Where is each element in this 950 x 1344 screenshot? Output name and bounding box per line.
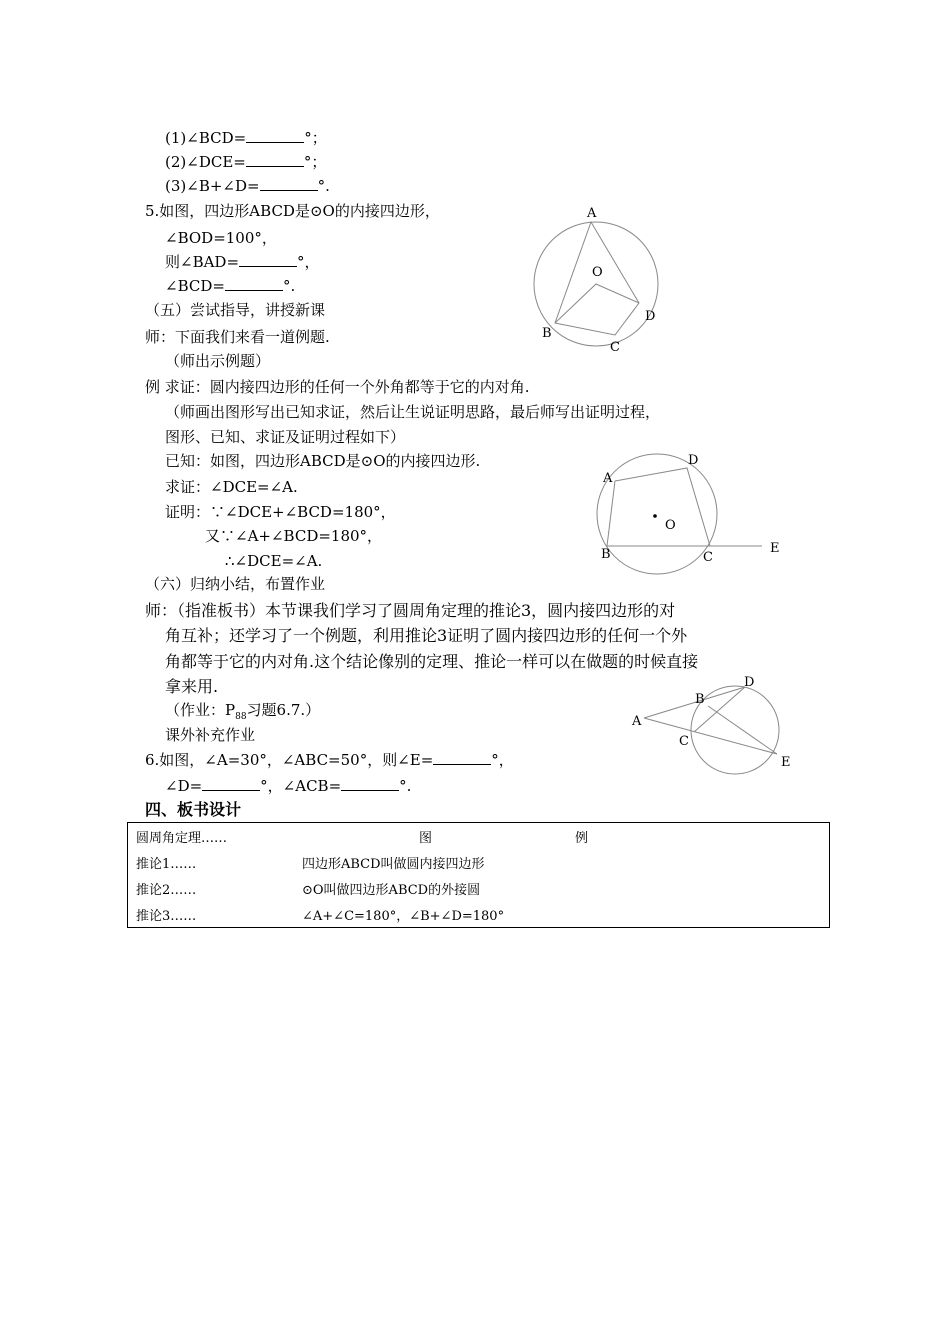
label-O: O <box>665 518 676 533</box>
table-cell: ∠A+∠C=180°，∠B+∠D=180° <box>302 908 505 924</box>
table-cell: 图 <box>419 830 433 846</box>
summary-line3: 角都等于它的内对角.这个结论像别的定理、推论一样可以在做题的时候直接 <box>165 652 699 671</box>
summary-line4: 拿来用. <box>165 677 219 696</box>
answer-blank[interactable] <box>246 152 304 167</box>
table-cell: 例 <box>575 830 589 846</box>
answer-blank[interactable] <box>239 252 297 267</box>
center-dot <box>653 514 657 518</box>
q6-line1: 6.如图，∠A=30°，∠ABC=50°，则∠E= °， <box>145 751 514 769</box>
q5-line3: 则∠BAD= °， <box>165 253 320 271</box>
label-B: B <box>601 547 611 562</box>
section5-teacher: 师：下面我们来看一道例题. <box>145 328 330 346</box>
q5-line2: ∠BOD=100°， <box>165 229 277 247</box>
chord-b-e <box>708 706 777 754</box>
q5-line4: ∠BCD= °. <box>165 277 296 295</box>
answer-blank[interactable] <box>202 776 260 791</box>
label-A: A <box>632 714 642 729</box>
answer-blank[interactable] <box>246 128 304 143</box>
secant-a-e <box>644 718 777 754</box>
label-O: O <box>592 265 603 280</box>
answer-blank[interactable] <box>433 750 491 765</box>
table-cell: 四边形ABCD叫做圆内接四边形 <box>302 856 485 872</box>
label-D: D <box>744 675 755 690</box>
section4-title: 四、板书设计 <box>145 800 242 819</box>
table-cell: ⊙O叫做四边形ABCD的外接圆 <box>302 882 481 898</box>
note-line2: 图形、已知、求证及证明过程如下） <box>165 428 406 446</box>
q4-item1: (1)∠BCD= °； <box>165 129 327 147</box>
proof-line3: ∴∠DCE=∠A. <box>225 552 323 570</box>
table-cell: 推论1…… <box>136 856 197 872</box>
figure-q5-circle <box>525 200 675 360</box>
radius-lines <box>555 284 639 323</box>
label-E: E <box>781 755 791 770</box>
table-row <box>128 901 830 928</box>
section5-title: （五）尝试指导，讲授新课 <box>145 301 326 319</box>
circle-outline <box>597 454 717 574</box>
answer-blank[interactable] <box>341 776 399 791</box>
label-D: D <box>645 309 656 324</box>
section6-title: （六）归纳小结，布置作业 <box>145 575 326 593</box>
figure-q6-circle <box>628 674 798 784</box>
note-line1: （师画出图形写出已知求证，然后让生说证明思路，最后师写出证明过程， <box>165 403 661 421</box>
figure-example-circle <box>595 448 795 578</box>
table-row <box>128 875 830 901</box>
summary-line1: 师：（指准板书）本节课我们学习了圆周角定理的推论3，圆内接四边形的对 <box>145 601 676 620</box>
label-A: A <box>603 471 613 486</box>
quadrilateral-abcd <box>607 468 710 546</box>
label-D: D <box>688 453 699 468</box>
table-cell: 圆周角定理…… <box>136 830 228 846</box>
table-cell: 推论2…… <box>136 882 197 898</box>
label-C: C <box>679 734 689 749</box>
section5-show: （师出示例题） <box>165 352 271 370</box>
table-cell: 推论3…… <box>136 908 197 924</box>
board-design-table <box>127 822 830 928</box>
q6-line2: ∠D= °，∠ACB= °. <box>165 777 412 795</box>
label-B: B <box>695 692 705 707</box>
prove: 求证：∠DCE=∠A. <box>165 478 298 496</box>
label-A: A <box>587 206 597 221</box>
label-B: B <box>542 326 552 341</box>
q4-item2: (2)∠DCE= °； <box>165 153 327 171</box>
summary-line2: 角互补；还学习了一个例题，利用推论3证明了圆内接四边形的任何一个外 <box>165 626 688 645</box>
q4-item3: (3)∠B+∠D= °. <box>165 177 330 195</box>
answer-blank[interactable] <box>225 276 283 291</box>
homework: （作业：$P_{88}$习题6.7.） <box>165 701 321 722</box>
answer-blank[interactable] <box>260 176 318 191</box>
given: 已知：如图，四边形ABCD是⊙O的内接四边形. <box>165 452 481 470</box>
label-C: C <box>610 340 620 355</box>
proof-line2: 又∵∠A+∠BCD=180°， <box>205 527 383 545</box>
q5-line1: 5.如图，四边形ABCD是⊙O的内接四边形， <box>145 202 440 220</box>
label-C: C <box>703 550 713 565</box>
extra-homework: 课外补充作业 <box>165 726 256 744</box>
example-statement: 例 求证：圆内接四边形的任何一个外角都等于它的内对角. <box>145 378 530 396</box>
table-row <box>128 849 830 875</box>
label-E: E <box>770 541 780 556</box>
proof-line1: 证明：∵∠DCE+∠BCD=180°， <box>165 503 396 521</box>
table-row <box>128 823 830 850</box>
